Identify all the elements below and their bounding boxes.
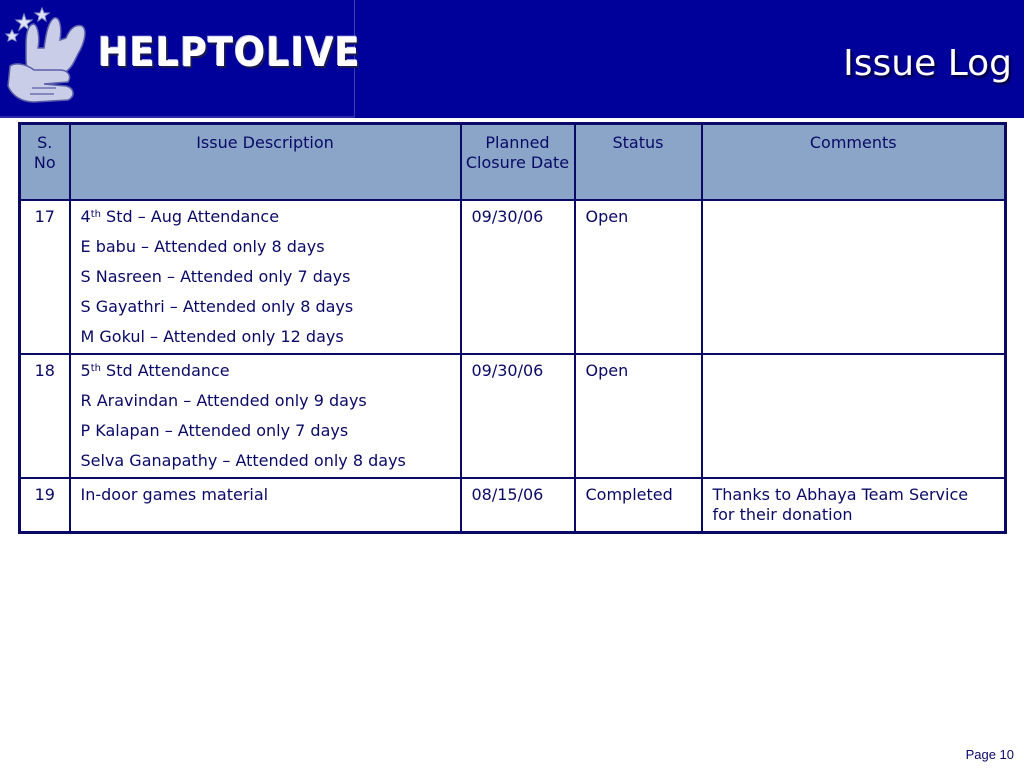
- column-header-comments: Comments: [702, 124, 1006, 201]
- description-line: Selva Ganapathy – Attended only 8 days: [80, 451, 406, 470]
- column-header-sno: S. No: [20, 124, 70, 201]
- cell-status: Completed: [575, 478, 702, 533]
- page-title: Issue Log: [843, 43, 1012, 84]
- cell-date: 08/15/06: [461, 478, 575, 533]
- column-header-description: Issue Description: [70, 124, 461, 201]
- cell-status: Open: [575, 354, 702, 478]
- table-header-row: [20, 124, 1006, 201]
- cell-date: 09/30/06: [461, 200, 575, 354]
- header-bar: [0, 0, 1024, 118]
- logo-text: HELPTOLIVE: [98, 30, 361, 76]
- description-line: 4th Std – Aug Attendance: [80, 207, 280, 226]
- description-line: E babu – Attended only 8 days: [80, 237, 325, 256]
- cell-sno: 18: [20, 354, 70, 478]
- cell-status: Open: [575, 200, 702, 354]
- description-line: S Gayathri – Attended only 8 days: [80, 297, 354, 316]
- table-row: [20, 200, 1006, 354]
- cell-comments: [702, 200, 1006, 354]
- cell-sno: 17: [20, 200, 70, 354]
- hands-star-logo-icon: [4, 4, 96, 114]
- cell-comments: Thanks to Abhaya Team Service for their donation: [702, 478, 1006, 533]
- cell-comments: [702, 354, 1006, 478]
- table-row: [20, 478, 1006, 533]
- description-line: P Kalapan – Attended only 7 days: [80, 421, 349, 440]
- description-line: In-door games material: [80, 485, 269, 504]
- cell-sno: 19: [20, 478, 70, 533]
- page-number: Page 10: [965, 747, 1014, 762]
- column-header-status: Status: [575, 124, 702, 201]
- cell-date: 09/30/06: [461, 354, 575, 478]
- issue-log-table: [18, 122, 1007, 534]
- logo: [0, 0, 361, 118]
- description-line: 5th Std Attendance: [80, 361, 230, 380]
- cell-description: [70, 200, 461, 354]
- description-line: R Aravindan – Attended only 9 days: [80, 391, 367, 410]
- cell-description: [70, 478, 461, 533]
- table-row: [20, 354, 1006, 478]
- description-line: M Gokul – Attended only 12 days: [80, 327, 344, 346]
- description-line: S Nasreen – Attended only 7 days: [80, 267, 351, 286]
- column-header-date: Planned Closure Date: [461, 124, 575, 201]
- cell-description: [70, 354, 461, 478]
